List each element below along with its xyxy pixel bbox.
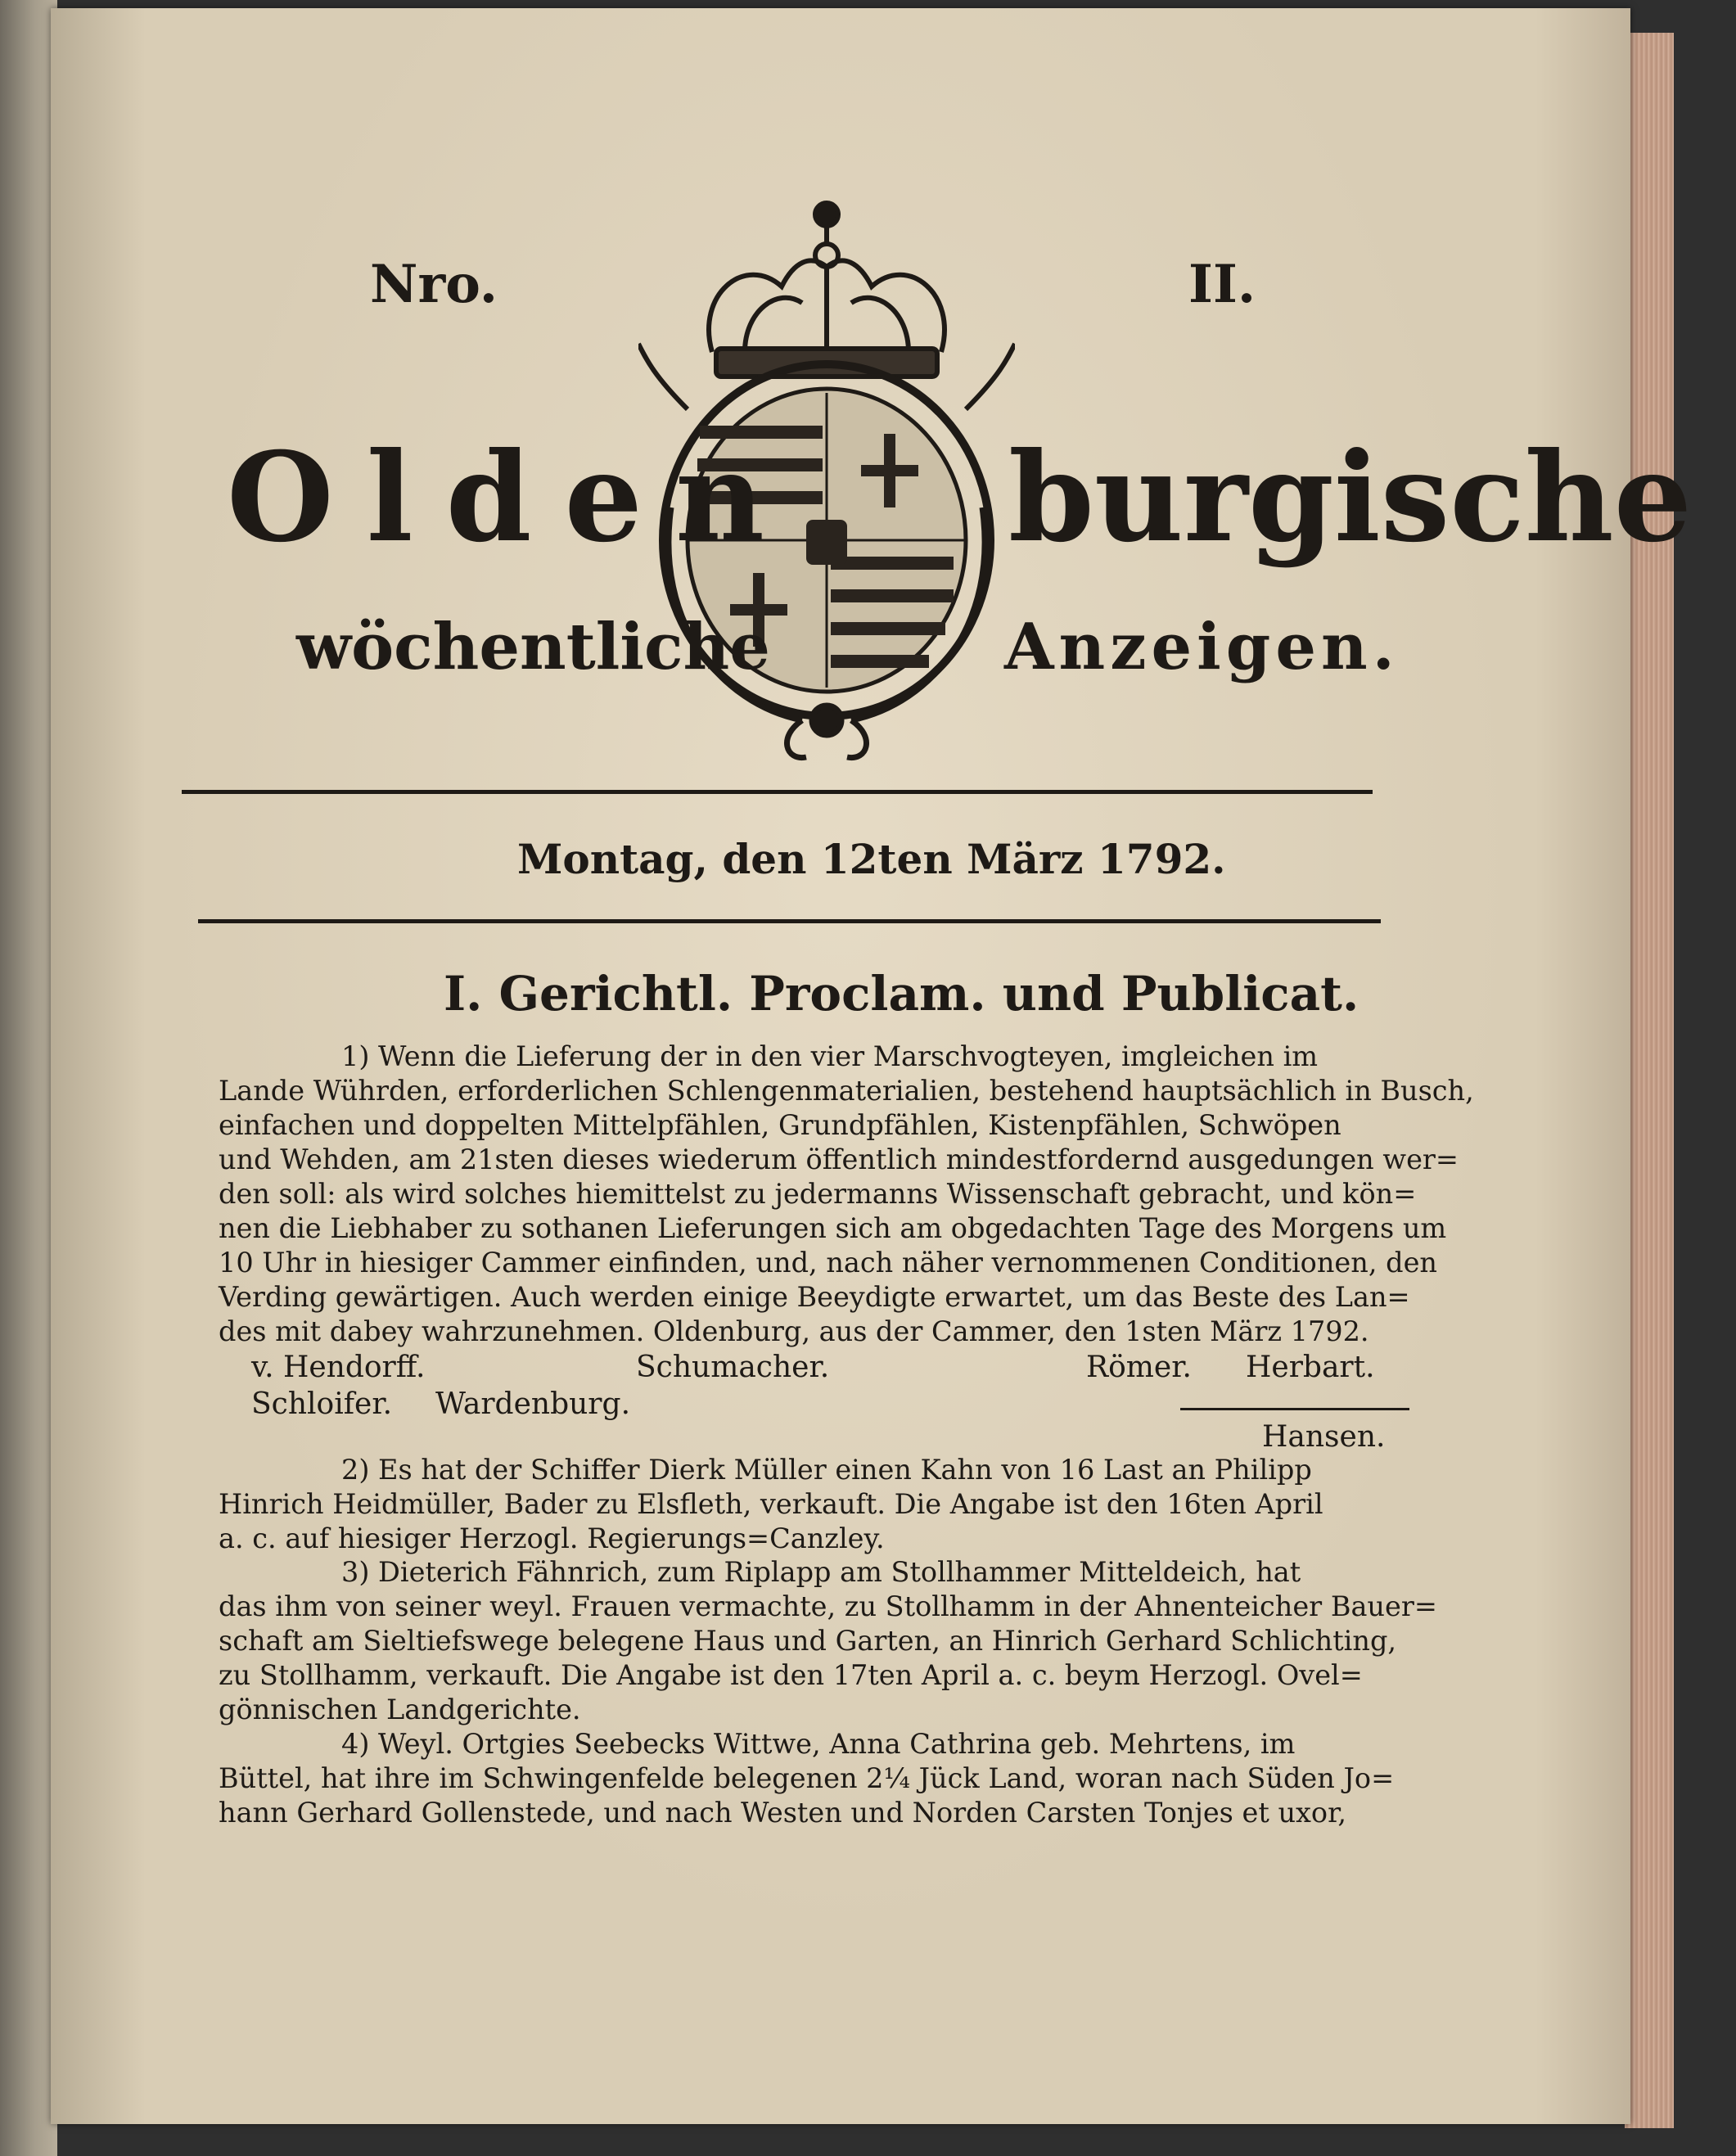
notice-2-line: a. c. auf hiesiger Herzogl. Regierungs=Canzley. [219, 1522, 885, 1554]
notice-4-line: 4) Weyl. Ortgies Seebecks Wittwe, Anna Cathrina geb. Mehrtens, im [341, 1728, 1296, 1760]
notice-3-line: gönnischen Landgerichte. [219, 1694, 581, 1725]
notice-3-line: das ihm von seiner weyl. Frauen vermachte, zu Stollhamm in der Ahnenteicher Bauer= [219, 1590, 1437, 1622]
issue-date: Montag, den 12ten März 1792. [517, 835, 1226, 883]
date-rule [198, 919, 1381, 923]
notice-3-line: 3) Dieterich Fähnrich, zum Riplapp am Stollhammer Mitteldeich, hat [341, 1556, 1301, 1588]
subtitle-part-two: Anzeigen. [1004, 610, 1400, 684]
notice-4-line: hann Gerhard Gollenstede, und nach Westen und Norden Carsten Tonjes et uxor, [219, 1797, 1347, 1829]
notice-4 [219, 1727, 1422, 1830]
subtitle-part-one: wöchentliche [296, 610, 770, 684]
page-stack-edges [1625, 33, 1674, 2128]
notice-3-line: schaft am Sieltiefswege belegene Haus und Garten, an Hinrich Gerhard Schlichting, [219, 1625, 1397, 1657]
issue-number: II. [1188, 254, 1256, 315]
notice-3 [219, 1555, 1437, 1727]
signature-roemer: Römer. [1086, 1351, 1192, 1384]
notice-1-line: den soll: als wird solches hiemittelst zu jedermanns Wissenschaft gebracht, und kön= [219, 1178, 1417, 1210]
notice-1-line: 1) Wenn die Lieferung der in den vier Marschvogteyen, imgleichen im [341, 1040, 1319, 1072]
signature-herbart: Herbart. [1246, 1351, 1375, 1384]
title-part-two: burgische [1008, 426, 1693, 570]
title-part-one: Olden [227, 426, 798, 570]
notice-2-line: 2) Es hat der Schiffer Dierk Müller einen Kahn von 16 Last an Philipp [341, 1454, 1312, 1486]
notice-1-line: des mit dabey wahrzunehmen. Oldenburg, aus der Cammer, den 1sten März 1792. [219, 1315, 1369, 1347]
notice-1-line: nen die Liebhaber zu sothanen Lieferungen sich am obgedachten Tage des Morgens um [219, 1212, 1447, 1244]
number-label: Nro. [370, 254, 498, 315]
notice-2 [219, 1453, 1422, 1556]
notice-1-line: einfachen und doppelten Mittelpfählen, Grundpfählen, Kistenpfählen, Schwöpen [219, 1109, 1341, 1141]
facing-page-edge [0, 0, 57, 2156]
notice-1-line: und Wehden, am 21sten dieses wiederum öffentlich mindestfordernd ausgedungen wer= [219, 1143, 1459, 1175]
notice-2-line: Hinrich Heidmüller, Bader zu Elsfleth, verkauft. Die Angabe ist den 16ten April [219, 1488, 1323, 1520]
section-heading: I. Gerichtl. Proclam. und Publicat. [444, 966, 1359, 1022]
notice-1-line: Lande Wührden, erforderlichen Schlengenmaterialien, bestehend hauptsächlich in Busch, [219, 1075, 1474, 1107]
notice-1-line: Verding gewärtigen. Auch werden einige Beeydigte erwartet, um das Beste des Lan= [219, 1281, 1410, 1313]
signature-rule [1180, 1408, 1409, 1410]
signature-hansen: Hansen. [1262, 1420, 1386, 1454]
signature-schloifer: Schloifer. [251, 1387, 393, 1421]
notice-4-line: Büttel, hat ihre im Schwingenfelde belegenen 2¼ Jück Land, woran nach Süden Jo= [219, 1762, 1395, 1794]
masthead-rule [182, 790, 1373, 794]
signature-wardenburg: Wardenburg. [435, 1387, 631, 1421]
notice-1 [219, 1040, 1474, 1349]
signature-schumacher: Schumacher. [636, 1351, 830, 1384]
newspaper-page [51, 8, 1693, 2124]
signature-hendorff: v. Hendorff. [251, 1351, 426, 1384]
notice-1-line: 10 Uhr in hiesiger Cammer einfinden, und, nach näher vernommenen Conditionen, den [219, 1247, 1437, 1279]
notice-3-line: zu Stollhamm, verkauft. Die Angabe ist den 17ten April a. c. beym Herzogl. Ovel= [219, 1659, 1363, 1691]
